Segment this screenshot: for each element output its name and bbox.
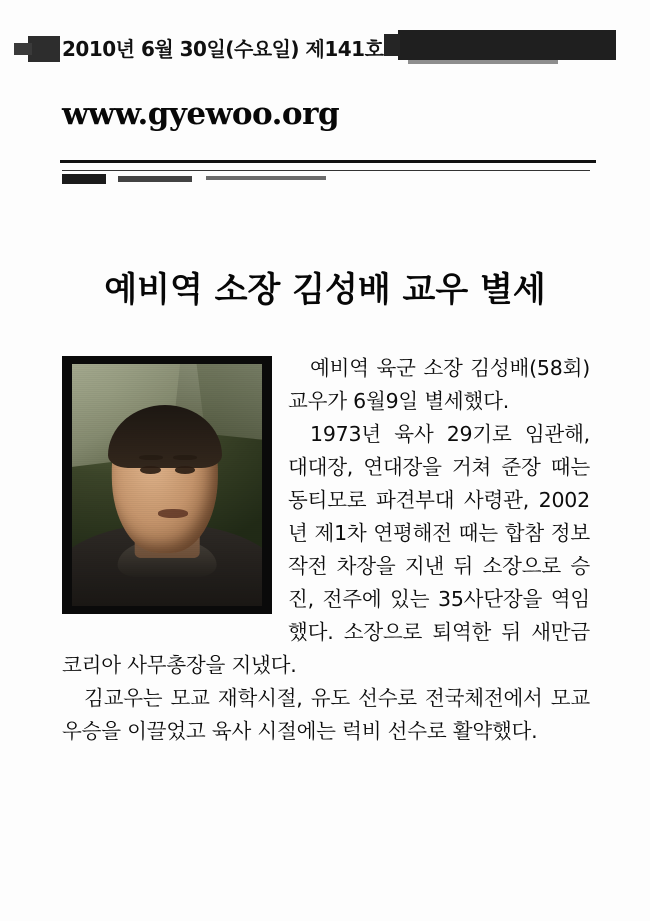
article-paragraph-1: 예비역 육군 소장 김성배(58회) 교우가 6월9일 별세했다. (288, 356, 590, 413)
article-paragraph-2: 1973년 육사 29기로 임관해, 대대장, 연대장을 거쳐 준장 때는 동티모로 파견부대 사령관, 2002년 제1차 연평해전 때는 합참 정보작전 차장을 지낸 뒤 소장으로 승진, 전주에 있는 35사단장을 역임했다. 소장으로 퇴역한 뒤 새만금 코리아 사무총장을 지냈다. (62, 422, 590, 677)
article-headline: 예비역 소장 김성배 교우 별세 (104, 270, 546, 310)
masthead-divider-thin (62, 170, 590, 171)
divider-smudge-a (62, 174, 106, 184)
masthead-ink-smudge-right (398, 30, 616, 60)
masthead (0, 0, 650, 200)
portrait-photo (62, 356, 272, 614)
photo-grain-overlay (72, 364, 262, 606)
article-body (62, 352, 590, 748)
issue-date-line: 2010년 6월 30일(수요일) 제141호 (62, 37, 384, 61)
site-url: www.gyewoo.org (62, 96, 340, 132)
masthead-divider-thick (60, 160, 596, 163)
portrait-image (72, 364, 262, 606)
masthead-ink-smudge-left (28, 36, 60, 62)
divider-smudge-b (118, 176, 192, 182)
divider-smudge-c (206, 176, 326, 180)
article-paragraph-3: 김교우는 모교 재학시절, 유도 선수로 전국체전에서 모교 우승을 이끌었고 육사 시절에는 럭비 선수로 활약했다. (62, 686, 590, 743)
